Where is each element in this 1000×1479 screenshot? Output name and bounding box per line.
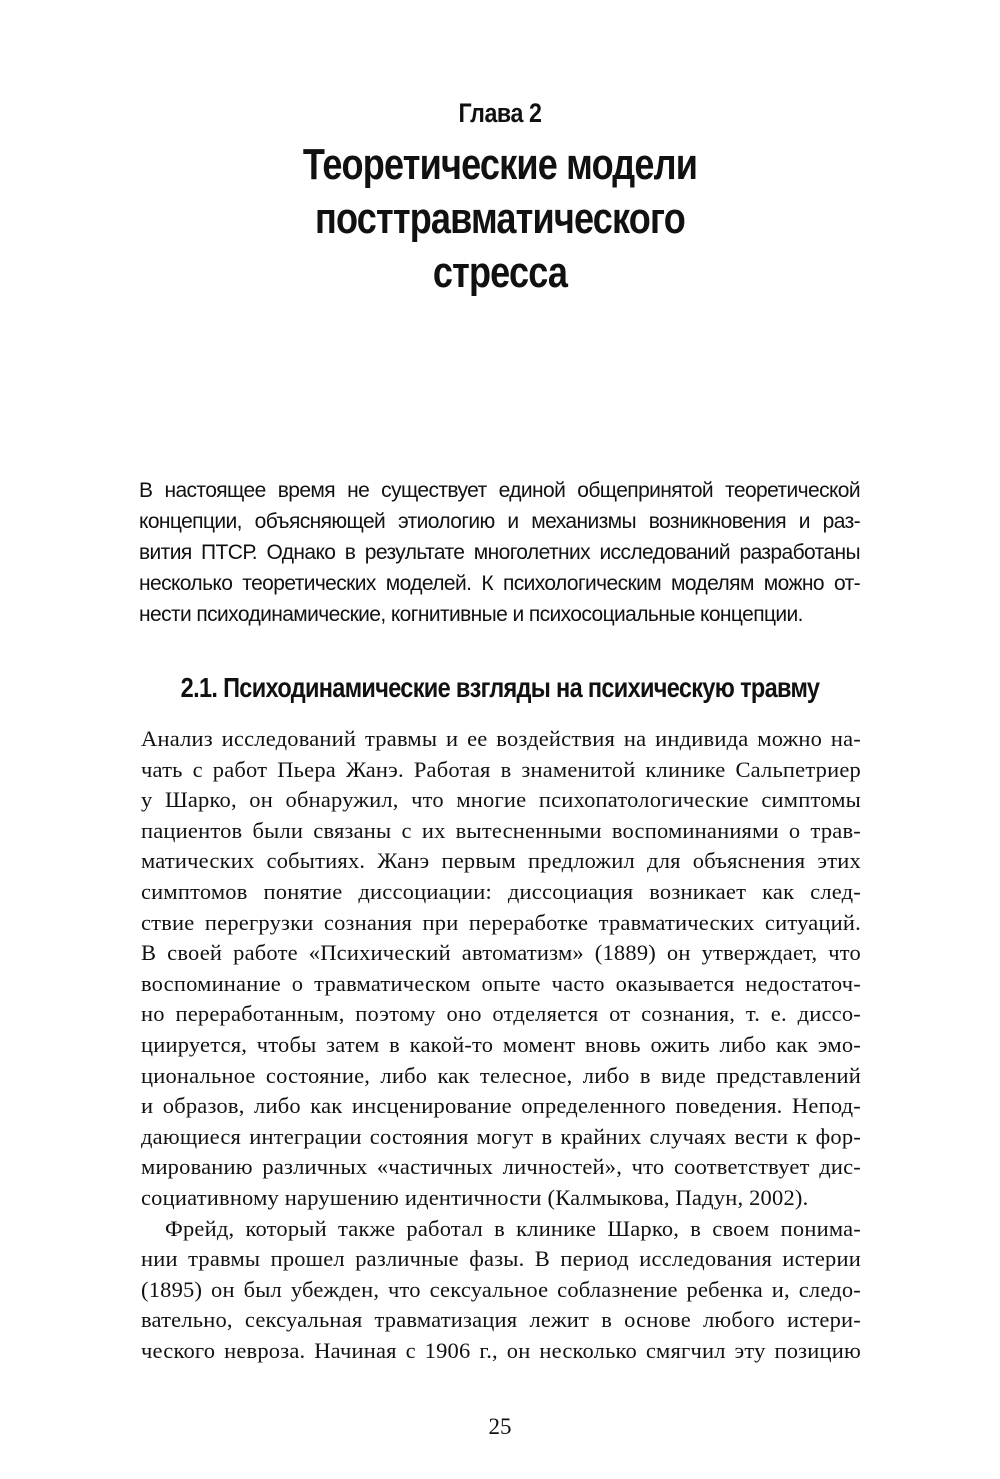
text-line: циируется, чтобы затем в какой-то момент вновь ожить либо как эмо- bbox=[141, 1031, 861, 1057]
abstract-line: нести психодинамические, когнитивные и психосоциальные концепции. bbox=[139, 603, 803, 626]
text-line: циональное состояние, либо как телесное, либо в виде представлений bbox=[141, 1062, 861, 1088]
text-line: ствие перегрузки сознания при переработке травматических ситуаций. bbox=[141, 909, 861, 935]
paragraph bbox=[141, 1214, 861, 1367]
abstract-line: В настоящее время не существует единой общепринятой теоретической bbox=[139, 479, 860, 502]
text-line: Фрейд, который также работал в клинике Шарко, в своем понима- bbox=[165, 1215, 861, 1241]
text-line: В своей работе «Психический автоматизм» (1889) он утверждает, что bbox=[141, 940, 861, 966]
text-line: симптомов понятие диссоциации: диссоциация возникает как след- bbox=[141, 878, 861, 904]
chapter-abstract bbox=[139, 475, 860, 630]
text-line: социативному нарушению идентичности (Калмыкова, Падун, 2002). bbox=[141, 1184, 809, 1210]
text-line: но переработанным, поэтому оно отделяется от сознания, т. е. диссо- bbox=[141, 1001, 861, 1027]
text-line: нии травмы прошел различные фазы. В период исследования истерии bbox=[141, 1246, 861, 1272]
page-number: 25 bbox=[488, 1414, 512, 1439]
text-line: воспоминание о травматическом опыте часто оказывается недостаточ- bbox=[141, 970, 861, 996]
section-heading: 2.1. Психодинамические взгляды на психическую травму bbox=[180, 672, 820, 703]
text-line: чать с работ Пьера Жанэ. Работая в знаменитой клинике Сальпетриер bbox=[141, 756, 861, 782]
text-line: дающиеся интеграции состояния могут в крайних случаях вести к фор- bbox=[141, 1123, 861, 1149]
text-line: ческого невроза. Начиная с 1906 г., он несколько смягчил эту позицию bbox=[141, 1337, 861, 1363]
text-line: мированию различных «частичных личностей», что соответствует дис- bbox=[141, 1154, 861, 1180]
chapter-label: Глава 2 bbox=[458, 98, 542, 128]
text-line: матических событиях. Жанэ первым предложил для объяснения этих bbox=[141, 848, 861, 874]
text-line: (1895) он был убежден, что сексуальное соблазнение ребенка и, следо- bbox=[141, 1276, 861, 1302]
text-line: вательно, сексуальная травматизация лежит в основе любого истери- bbox=[141, 1307, 861, 1333]
body-text bbox=[141, 724, 861, 1366]
abstract-line: концепции, объясняющей этиологию и механизмы возникновения и раз- bbox=[139, 510, 860, 533]
chapter-title-line: Теоретические модели посттравматического bbox=[302, 140, 698, 243]
abstract-line: несколько теоретических моделей. К психологическим моделям можно от- bbox=[139, 572, 860, 595]
text-line: и образов, либо как инсценирование определенного поведения. Непод- bbox=[141, 1093, 861, 1119]
chapter-title bbox=[139, 138, 861, 300]
chapter-title-line: стресса bbox=[432, 248, 568, 297]
text-line: у Шарко, он обнаружил, что многие психопатологические симптомы bbox=[141, 787, 861, 813]
abstract-line: вития ПТСР. Однако в результате многолетних исследований разработаны bbox=[139, 541, 860, 564]
paragraph bbox=[141, 724, 861, 1214]
text-line: пациентов были связаны с их вытесненными воспоминаниями о трав- bbox=[141, 817, 861, 843]
text-line: Анализ исследований травмы и ее воздействия на индивида можно на- bbox=[141, 726, 861, 751]
